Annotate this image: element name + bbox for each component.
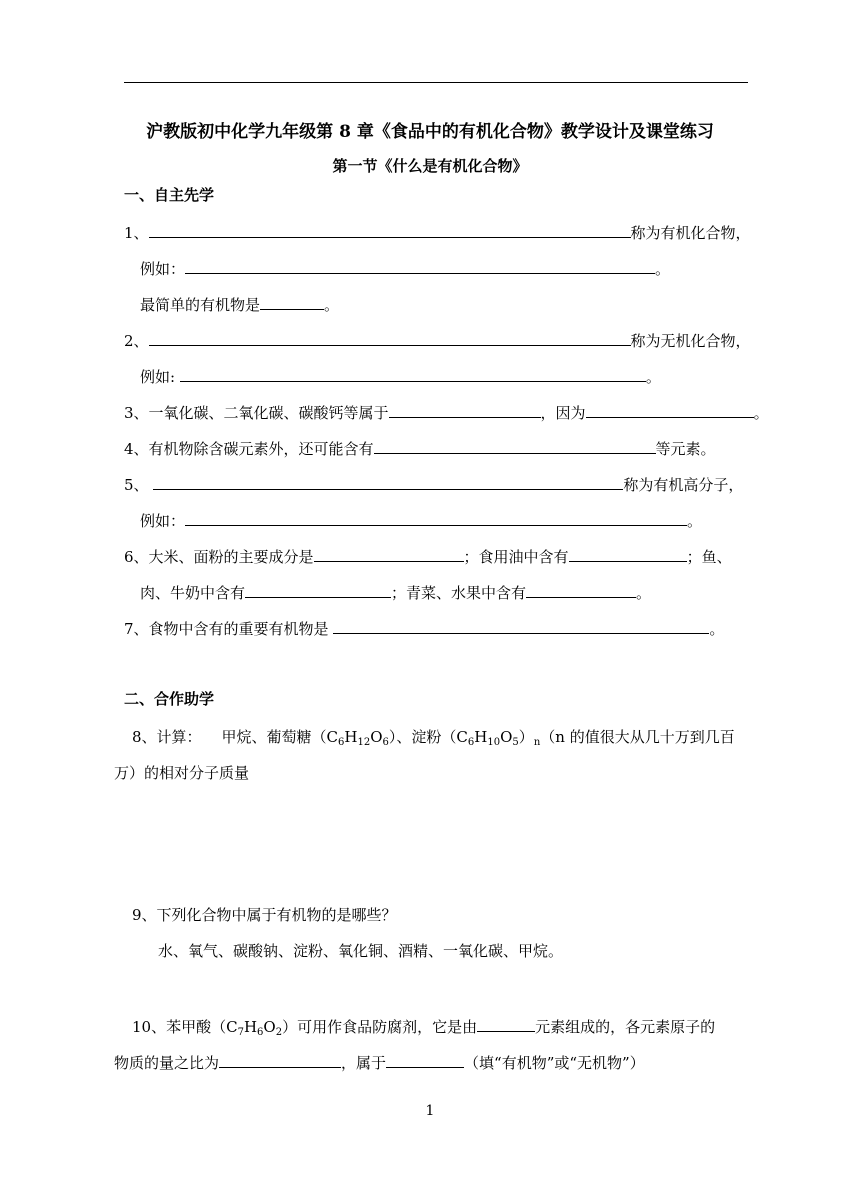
question-5: 5、 称为有机高分子， (124, 476, 744, 494)
document-title: 沪教版初中化学九年级第 8 章《食品中的有机化合物》教学设计及课堂练习 (146, 122, 714, 142)
blank-q1-example[interactable] (185, 258, 655, 274)
blank-q3-category[interactable] (389, 402, 541, 418)
blank-q6-rice[interactable] (314, 546, 464, 562)
question-1-simplest: 最简单的有机物是 。 (140, 296, 340, 314)
question-10: 10、苯甲酸$(C_7H_6O_2)$可用作食品防腐剂，它是由 元素组成的，各元素原子的 (132, 1018, 716, 1038)
blank-q6-meat[interactable] (245, 582, 391, 598)
question-6: 6、大米、面粉的主要成分是 ；食用油中含有 ；鱼、 (124, 548, 732, 566)
blank-q1-simplest[interactable] (260, 294, 324, 310)
question-2-example: 例如: 。 (140, 368, 661, 386)
blank-q5-example[interactable] (185, 510, 687, 526)
question-3: 3、一氧化碳、二氧化碳、碳酸钙等属于 ，因为 。 (124, 404, 769, 422)
blank-q5-definition[interactable] (153, 474, 623, 490)
blank-q3-reason[interactable] (586, 402, 754, 418)
section-heading-2: 二、合作助学 (124, 690, 215, 708)
question-8-cont: 万）的相对分子质量 (114, 764, 250, 782)
question-4: 4、有机物除含碳元素外，还可能含有 等元素。 (124, 440, 716, 458)
question-8: 8、计算： 甲烷、葡萄糖$(C_6H_{12}O_6)$、淀粉$(C_6H_{10}O_5)_n(n$ 的值很大从几十万到几百 (132, 728, 735, 748)
blank-q2-definition[interactable] (149, 330, 631, 346)
blank-q7-organics[interactable] (333, 618, 709, 634)
section-heading-1: 一、自主先学 (124, 186, 215, 204)
question-10-cont: 物质的量之比为 ，属于 （填“有机物”或“无机物”） (114, 1054, 645, 1072)
question-7: 7、食物中含有的重要有机物是 。 (124, 620, 725, 638)
blank-q4-elements[interactable] (374, 438, 656, 454)
question-2: 2、 称为无机化合物， (124, 332, 751, 350)
question-1: 1、 称为有机化合物， (124, 224, 751, 242)
blank-q6-vegetables[interactable] (526, 582, 636, 598)
blank-q10-ratio[interactable] (219, 1052, 341, 1068)
question-9: 9、下列化合物中属于有机物的是哪些？ (132, 906, 397, 924)
blank-q10-type[interactable] (386, 1052, 464, 1068)
page-number: 1 (425, 1103, 435, 1119)
blank-q2-example[interactable] (180, 366, 646, 382)
question-1-example: 例如： 。 (140, 260, 671, 278)
blank-q10-elements[interactable] (477, 1016, 535, 1032)
question-6-cont: 肉、牛奶中含有 ；青菜、水果中含有 。 (140, 584, 652, 602)
header-rule (124, 82, 748, 83)
question-5-example: 例如： 。 (140, 512, 703, 530)
section-subtitle: 第一节《什么是有机化合物》 (332, 157, 528, 175)
blank-q1-definition[interactable] (149, 222, 631, 238)
question-9-list: 水、氧气、碳酸钠、淀粉、氧化铜、酒精、一氧化碳、甲烷。 (158, 942, 564, 960)
blank-q6-oil[interactable] (569, 546, 687, 562)
